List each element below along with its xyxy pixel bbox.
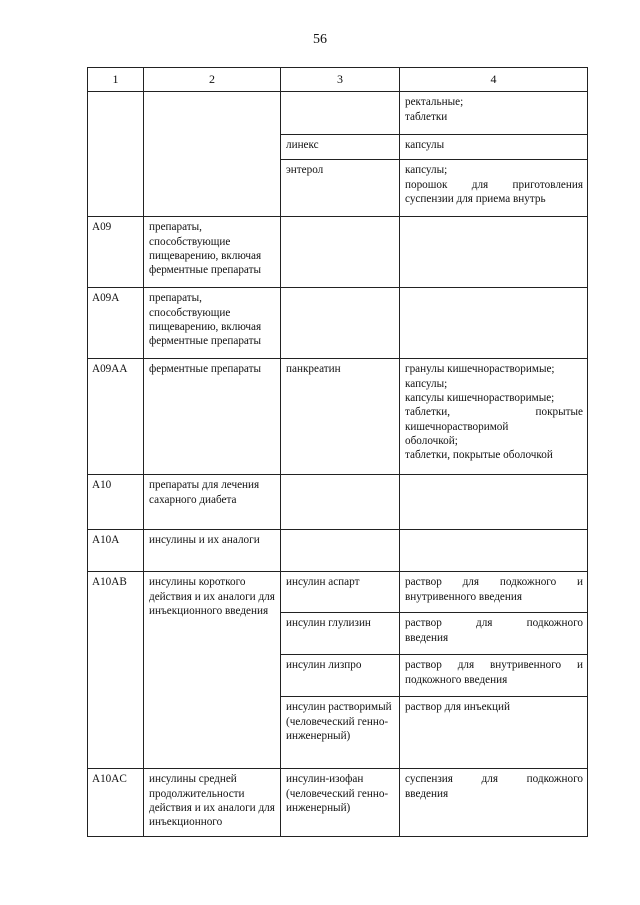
dosage-form: раствор для подкожного и [405,576,583,589]
drug-name-cell: инсулин аспарт [281,572,400,613]
dosage-forms-cell [400,160,588,217]
table-row [88,769,588,837]
table-row [88,359,588,475]
drug-name-cell: инсулин глулизин [281,613,400,655]
drug-name-cell [281,92,400,135]
header-cell: 3 [281,68,400,92]
drug-name-cell [281,288,400,359]
table-row [88,475,588,530]
page-number: 56 [313,32,327,47]
dosage-forms-cell [400,769,588,837]
drug-name-cell [281,475,400,530]
table-row [88,572,588,613]
dosage-form: таблетки, покрытые оболочкой [405,449,553,462]
dosage-form: раствор для инъекций [405,701,510,714]
dosage-form: ректальные; [405,96,464,109]
group-cell [144,92,281,217]
dosage-forms-cell [400,475,588,530]
group-cell: инсулины и их аналоги [144,530,281,572]
dosage-form: подкожного введения [405,673,508,686]
group-cell: ферментные препараты [144,359,281,475]
atc-code-cell: A09AA [88,359,144,475]
dosage-form: таблетки, покрытые [405,406,583,419]
dosage-forms-cell [400,92,588,135]
group-cell: инсулины короткого действия и их аналоги для инъекционного введения [144,572,281,769]
table-row [88,288,588,359]
dosage-form: капсулы кишечнорастворимые; [405,392,555,405]
drug-name-cell [281,217,400,288]
dosage-form: гранулы кишечнорастворимые; [405,363,555,376]
dosage-forms-cell [400,655,588,697]
dosage-form: суспензия для подкожного [405,773,583,786]
dosage-forms-cell [400,613,588,655]
atc-code-cell: A10AB [88,572,144,769]
drug-name-cell [281,530,400,572]
dosage-form: кишечнорастворимой [405,420,509,433]
drug-name-cell: энтерол [281,160,400,217]
dosage-form: капсулы [405,139,445,152]
header-cell: 2 [144,68,281,92]
dosage-forms-cell [400,572,588,613]
dosage-form: капсулы; [405,377,448,390]
dosage-form: введения [405,787,449,800]
drug-name-cell: инсулин растворимый (человеческий генно-инженерный) [281,697,400,769]
dosage-form: оболочкой; [405,435,458,447]
header-cell: 1 [88,68,144,92]
atc-code-cell: A10A [88,530,144,572]
dosage-forms-cell [400,697,588,769]
dosage-form: суспензии для приема внутрь [405,193,546,206]
group-cell: препараты для лечения сахарного диабета [144,475,281,530]
atc-code-cell: A10 [88,475,144,530]
drug-name-cell: панкреатин [281,359,400,475]
dosage-form: капсулы; [405,164,448,177]
drug-classification-table [87,67,588,837]
dosage-form: раствор для подкожного [405,617,583,630]
dosage-forms-cell [400,135,588,160]
dosage-forms-cell [400,530,588,572]
table-row [88,217,588,288]
dosage-forms-cell [400,288,588,359]
dosage-form: таблетки [405,110,448,123]
drug-name-cell: инсулин лизпро [281,655,400,697]
table-header-row [88,68,588,92]
header-cell: 4 [400,68,588,92]
dosage-form: раствор для внутривенного и [405,659,583,672]
table-row [88,92,588,135]
dosage-forms-cell [400,217,588,288]
dosage-form: порошок для приготовления [405,178,583,191]
drug-name-cell: линекс [281,135,400,160]
table-row [88,530,588,572]
dosage-form: введения [405,631,449,644]
atc-code-cell: A10AC [88,769,144,837]
group-cell: инсулины средней продолжительности действия и их аналоги для инъекционного [144,769,281,837]
atc-code-cell [88,92,144,217]
group-cell: препараты, способствующие пищеварению, включая ферментные препараты [144,288,281,359]
dosage-forms-cell [400,359,588,475]
drug-name-cell: инсулин-изофан (человеческий генно-инженерный) [281,769,400,837]
group-cell: препараты, способствующие пищеварению, включая ферментные препараты [144,217,281,288]
atc-code-cell: A09 [88,217,144,288]
atc-code-cell: A09A [88,288,144,359]
dosage-form: внутривенного введения [405,590,523,603]
